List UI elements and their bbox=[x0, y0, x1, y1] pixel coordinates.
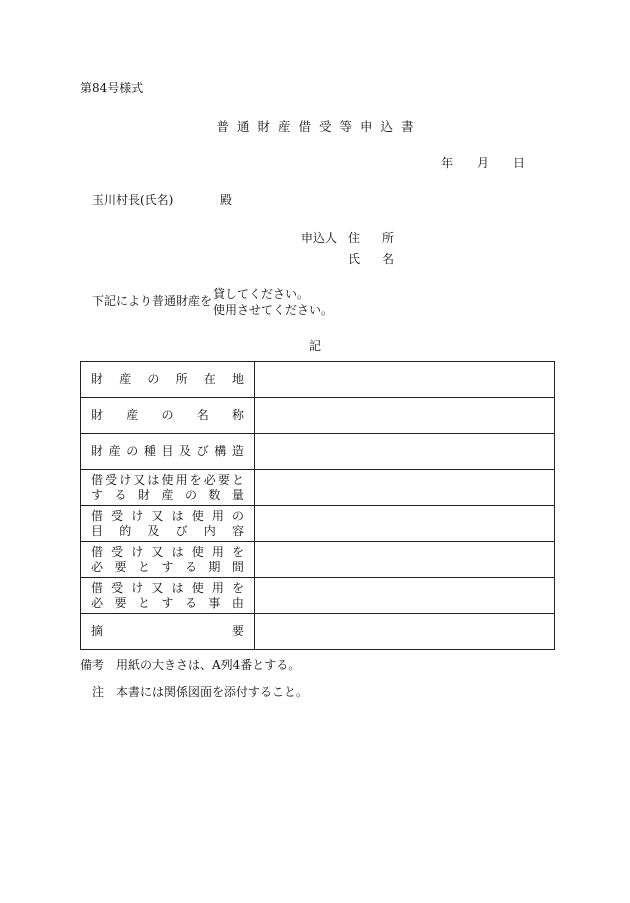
row-label-cell bbox=[81, 434, 255, 470]
request-option-use: 使用させてください。 bbox=[213, 303, 334, 317]
table-row bbox=[81, 398, 555, 434]
row-value-cell[interactable] bbox=[255, 542, 555, 578]
row-label-cell bbox=[81, 506, 255, 542]
row-label-char: 財 bbox=[91, 408, 104, 422]
row-label-char: 使 bbox=[161, 472, 174, 487]
table-row bbox=[81, 506, 555, 542]
row-label-line bbox=[91, 524, 244, 539]
row-label-char: す bbox=[161, 559, 174, 574]
row-label-line bbox=[91, 545, 244, 560]
table-row bbox=[81, 578, 555, 614]
row-label-char: 種 bbox=[143, 444, 156, 458]
row-value-cell[interactable] bbox=[255, 470, 555, 506]
row-label-char: 財 bbox=[91, 372, 104, 386]
row-label-char: 由 bbox=[231, 595, 244, 610]
row-label-char: 使 bbox=[191, 580, 204, 595]
row-label-char: の bbox=[147, 372, 160, 386]
row-label-char: 受 bbox=[111, 508, 124, 523]
row-label-char: 要 bbox=[114, 559, 127, 574]
row-label-cell bbox=[81, 470, 255, 506]
row-label-char: び bbox=[175, 523, 188, 538]
row-label-char: 間 bbox=[231, 559, 244, 574]
row-label-char: 摘 bbox=[91, 624, 104, 638]
row-label-char: 所 bbox=[175, 372, 188, 386]
row-label-char: 用 bbox=[175, 472, 188, 487]
row-label-char: す bbox=[161, 595, 174, 610]
row-label-char: 産 bbox=[161, 487, 174, 502]
applicant-address-label-1: 住 bbox=[348, 231, 361, 245]
row-label-line bbox=[91, 624, 244, 639]
row-label-line bbox=[91, 596, 244, 611]
row-label-cell bbox=[81, 578, 255, 614]
note-caution-label: 注 bbox=[92, 685, 105, 699]
row-label-char: と bbox=[231, 472, 244, 487]
applicant-name-label-2: 名 bbox=[382, 252, 395, 266]
row-label-char: 容 bbox=[231, 523, 244, 538]
row-label-char: 又 bbox=[133, 472, 146, 487]
row-label-char: を bbox=[189, 472, 202, 487]
row-label-char: と bbox=[137, 559, 150, 574]
row-label-cell bbox=[81, 614, 255, 650]
row-label-char: 要 bbox=[114, 595, 127, 610]
row-label-char: 産 bbox=[126, 408, 139, 422]
row-label-char: を bbox=[231, 544, 244, 559]
row-label-char: は bbox=[147, 472, 160, 487]
note-remarks-label: 備考 bbox=[80, 658, 105, 672]
row-label-char: 又 bbox=[151, 580, 164, 595]
row-label-char: 及 bbox=[147, 523, 160, 538]
addressee-honorific: 殿 bbox=[220, 193, 233, 207]
row-label-line bbox=[91, 372, 244, 387]
row-label-char: 必 bbox=[91, 595, 104, 610]
ki-heading: 記 bbox=[308, 339, 321, 353]
row-label-char: 用 bbox=[211, 508, 224, 523]
row-label-char: 受 bbox=[111, 580, 124, 595]
row-label-char: は bbox=[171, 544, 184, 559]
row-label-char: 称 bbox=[231, 408, 244, 422]
applicant-address-label-2: 所 bbox=[382, 231, 395, 245]
row-label-char: 借 bbox=[91, 472, 104, 487]
row-label-char: 借 bbox=[91, 508, 104, 523]
table-row bbox=[81, 362, 555, 398]
row-label-char: 必 bbox=[91, 559, 104, 574]
row-label-char: け bbox=[131, 580, 144, 595]
row-value-cell[interactable] bbox=[255, 578, 555, 614]
row-label-line bbox=[91, 408, 244, 423]
row-label-char: 財 bbox=[91, 444, 104, 458]
addressee-name: 玉川村長(氏名) bbox=[92, 193, 174, 207]
date-month-label: 月 bbox=[477, 156, 490, 170]
row-label-char: 必 bbox=[203, 472, 216, 487]
row-label-char: け bbox=[131, 544, 144, 559]
row-label-char: け bbox=[131, 508, 144, 523]
row-label-char: 又 bbox=[151, 508, 164, 523]
row-label-char: 借 bbox=[91, 544, 104, 559]
row-label-cell bbox=[81, 542, 255, 578]
note-remarks-text: 用紙の大きさは、A列4番とする。 bbox=[116, 658, 301, 672]
row-value-cell[interactable] bbox=[255, 398, 555, 434]
row-label-char: 量 bbox=[231, 487, 244, 502]
row-label-line bbox=[91, 509, 244, 524]
row-label-char: を bbox=[231, 580, 244, 595]
row-label-char: 目 bbox=[161, 444, 174, 458]
applicant-name-label-1: 氏 bbox=[348, 252, 361, 266]
row-label-char: 名 bbox=[196, 408, 209, 422]
row-label-char: 財 bbox=[137, 487, 150, 502]
row-label-char: 構 bbox=[214, 444, 227, 458]
row-label-char: 産 bbox=[119, 372, 132, 386]
applicant-label: 申込人 bbox=[301, 231, 338, 245]
row-label-line bbox=[91, 473, 244, 488]
row-label-char: の bbox=[126, 444, 139, 458]
table-row bbox=[81, 614, 555, 650]
row-label-char: 要 bbox=[231, 624, 244, 638]
row-label-char: 受 bbox=[111, 544, 124, 559]
row-label-char: る bbox=[184, 559, 197, 574]
row-label-line bbox=[91, 560, 244, 575]
document-title: 普通財産借受等申込書 bbox=[216, 119, 422, 134]
row-label-char: 事 bbox=[208, 595, 221, 610]
row-label-char: る bbox=[184, 595, 197, 610]
row-label-char: 又 bbox=[151, 544, 164, 559]
row-value-cell[interactable] bbox=[255, 434, 555, 470]
row-label-char: は bbox=[171, 580, 184, 595]
row-label-char: 使 bbox=[191, 508, 204, 523]
row-label-cell bbox=[81, 362, 255, 398]
row-label-char: の bbox=[184, 487, 197, 502]
row-label-char: る bbox=[114, 487, 127, 502]
row-label-char: び bbox=[196, 444, 209, 458]
row-label-char: 造 bbox=[231, 444, 244, 458]
row-label-char: 用 bbox=[211, 544, 224, 559]
row-label-char: 在 bbox=[203, 372, 216, 386]
row-label-char: 期 bbox=[208, 559, 221, 574]
table-row bbox=[81, 542, 555, 578]
row-label-line bbox=[91, 581, 244, 596]
note-caution-text: 本書には関係図面を添付すること。 bbox=[116, 685, 309, 699]
row-label-line bbox=[91, 444, 244, 459]
request-prefix: 下記により普通財産を bbox=[92, 294, 213, 308]
row-label-char: 地 bbox=[231, 372, 244, 386]
row-value-cell[interactable] bbox=[255, 614, 555, 650]
row-label-char: 受 bbox=[105, 472, 118, 487]
date-day-label: 日 bbox=[513, 156, 526, 170]
row-value-cell[interactable] bbox=[255, 506, 555, 542]
row-label-char: 内 bbox=[203, 523, 216, 538]
row-label-char: す bbox=[91, 487, 104, 502]
row-label-char: 及 bbox=[179, 444, 192, 458]
row-label-char: 数 bbox=[208, 487, 221, 502]
row-label-char: け bbox=[119, 472, 132, 487]
row-label-char: 的 bbox=[119, 523, 132, 538]
row-value-cell[interactable] bbox=[255, 362, 555, 398]
row-label-char: と bbox=[137, 595, 150, 610]
row-label-char: 要 bbox=[217, 472, 230, 487]
date-year-label: 年 bbox=[441, 156, 454, 170]
row-label-char: 使 bbox=[191, 544, 204, 559]
row-label-char: 借 bbox=[91, 580, 104, 595]
row-label-line bbox=[91, 488, 244, 503]
row-label-char: の bbox=[161, 408, 174, 422]
details-table bbox=[80, 361, 555, 650]
row-label-char: は bbox=[171, 508, 184, 523]
row-label-char: の bbox=[231, 508, 244, 523]
row-label-char: 産 bbox=[108, 444, 121, 458]
request-option-lend: 貸してください。 bbox=[213, 287, 310, 301]
form-number: 第84号様式 bbox=[80, 81, 144, 95]
table-row bbox=[81, 434, 555, 470]
table-row bbox=[81, 470, 555, 506]
row-label-char: 目 bbox=[91, 523, 104, 538]
row-label-cell bbox=[81, 398, 255, 434]
row-label-char: 用 bbox=[211, 580, 224, 595]
